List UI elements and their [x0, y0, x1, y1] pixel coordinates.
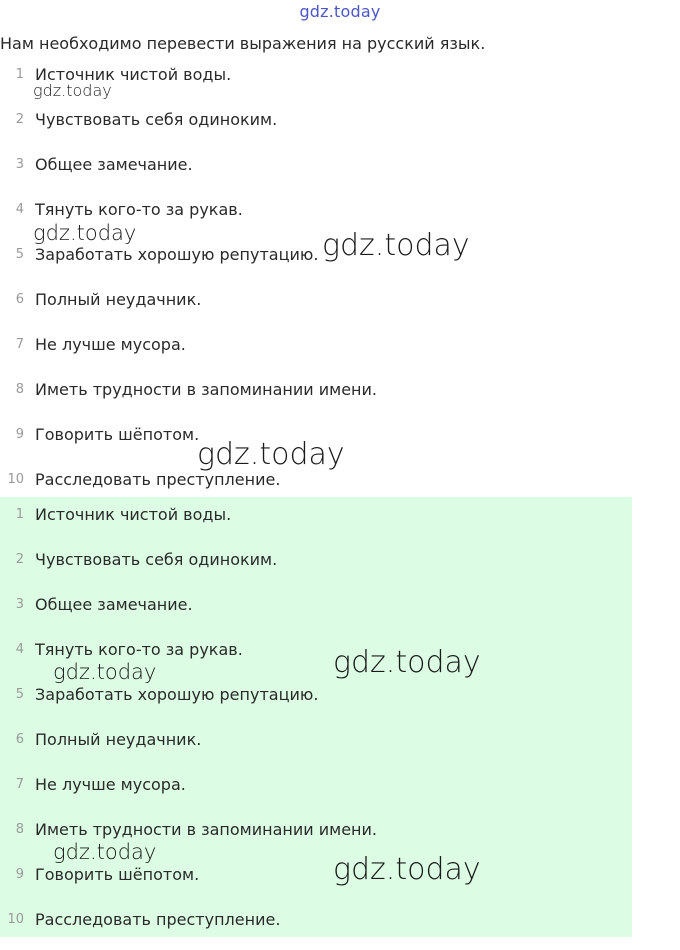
watermark: gdz.today: [33, 81, 112, 100]
item-text: Иметь трудности в запоминании имени.: [35, 820, 377, 839]
item-number: 4: [15, 202, 24, 217]
item-number: 5: [15, 687, 24, 702]
item-number: 9: [15, 427, 24, 442]
watermark: gdz.today: [333, 852, 481, 887]
item-number: 9: [15, 867, 24, 882]
item-number: 8: [15, 382, 24, 397]
item-number: 2: [15, 552, 24, 567]
item-text: Заработать хорошую репутацию.: [35, 685, 319, 704]
item-text: Говорить шёпотом.: [35, 865, 200, 884]
item-number: 3: [15, 597, 24, 612]
item-number: 3: [15, 157, 24, 172]
item-text: Говорить шёпотом.: [35, 425, 200, 444]
watermark: gdz.today: [197, 437, 345, 472]
item-text: Полный неудачник.: [35, 290, 202, 309]
item-text: Общее замечание.: [35, 595, 193, 614]
item-text: Полный неудачник.: [35, 730, 202, 749]
item-text: Общее замечание.: [35, 155, 193, 174]
item-number: 8: [15, 822, 24, 837]
item-text: Расследовать преступление.: [35, 470, 281, 489]
item-number: 10: [7, 912, 24, 927]
answer-block: [0, 497, 632, 937]
item-number: 1: [15, 67, 24, 82]
item-number: 7: [15, 337, 24, 352]
item-number: 6: [15, 292, 24, 307]
item-number: 10: [7, 472, 24, 487]
item-text: Не лучше мусора.: [35, 335, 186, 354]
watermark: gdz.today: [53, 840, 157, 864]
watermark: gdz.today: [53, 660, 157, 684]
item-number: 2: [15, 112, 24, 127]
item-number: 7: [15, 777, 24, 792]
item-text: Чувствовать себя одиноким.: [35, 550, 278, 569]
item-text: Заработать хорошую репутацию.: [35, 245, 319, 264]
item-text: Источник чистой воды.: [35, 505, 232, 524]
item-text: Чувствовать себя одиноким.: [35, 110, 278, 129]
watermark: gdz.today: [333, 645, 481, 680]
item-number: 1: [15, 507, 24, 522]
task-instruction: Нам необходимо перевести выражения на русский язык.: [0, 34, 486, 53]
header-watermark: gdz.today: [299, 2, 381, 21]
item-text: Источник чистой воды.: [35, 65, 232, 84]
item-text: Тянуть кого-то за рукав.: [35, 200, 243, 219]
item-number: 4: [15, 642, 24, 657]
item-number: 6: [15, 732, 24, 747]
item-number: 5: [15, 247, 24, 262]
watermark: gdz.today: [33, 221, 137, 245]
watermark: gdz.today: [322, 228, 470, 263]
item-text: Иметь трудности в запоминании имени.: [35, 380, 377, 399]
item-text: Тянуть кого-то за рукав.: [35, 640, 243, 659]
item-text: Не лучше мусора.: [35, 775, 186, 794]
item-text: Расследовать преступление.: [35, 910, 281, 929]
